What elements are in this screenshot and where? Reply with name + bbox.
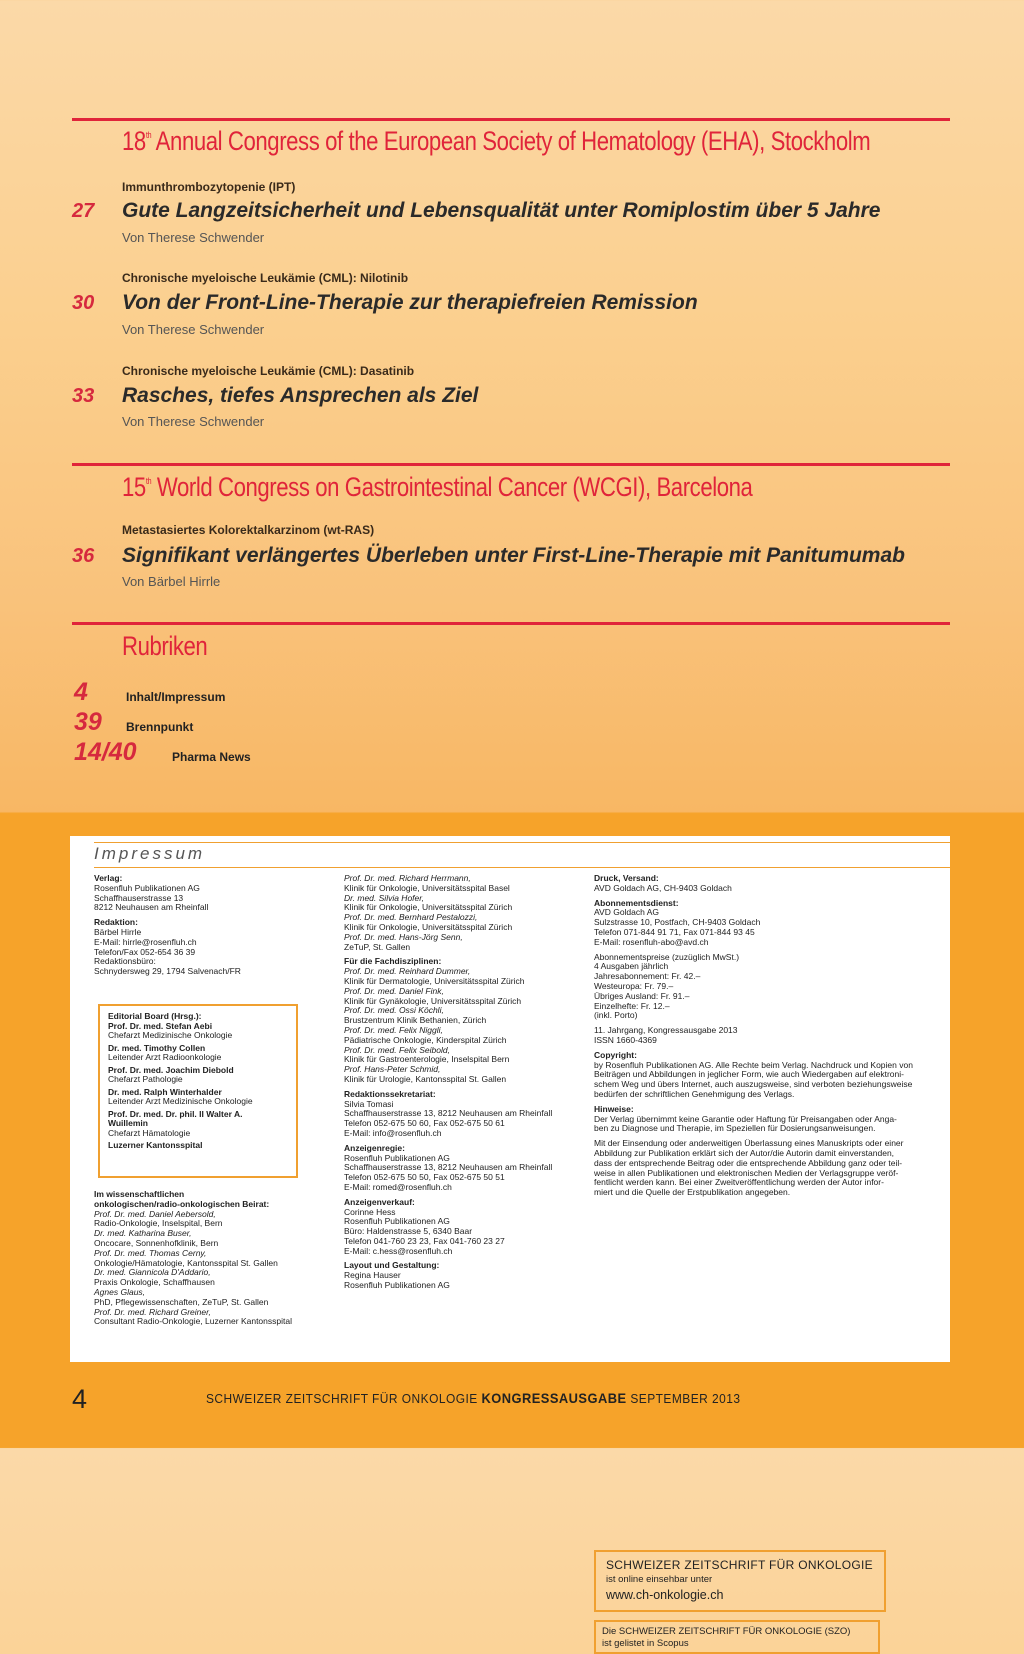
rubrik-page-number[interactable]: 4	[74, 678, 88, 706]
impressum-line: Anzeigenregie:	[344, 1142, 405, 1153]
impressum-line: ISSN 1660-4369	[594, 1034, 657, 1045]
impressum-line: Luzerner Kantonsspital	[108, 1140, 203, 1150]
article-kicker: Metastasiertes Kolorektalkarzinom (wt-RAS)	[122, 523, 375, 537]
page-number: 4	[72, 1384, 88, 1414]
impressum-line: Rosenfluh Publikationen AG	[94, 882, 200, 893]
rubrik-page-number[interactable]: 39	[74, 708, 102, 736]
impressum-line: Rosenfluh Publikationen AG	[344, 1280, 450, 1291]
section-rule	[72, 622, 950, 625]
impressum-line: schem Weg und übers Internet, auch auszugsweise, sind verboten beziehungsweise	[594, 1079, 913, 1090]
impressum-line: Einzelhefte: Fr. 12.–	[594, 1000, 670, 1011]
footer-journal: SCHWEIZER ZEITSCHRIFT FÜR ONKOLOGIE	[206, 1391, 478, 1406]
article-page-number[interactable]: 33	[72, 385, 95, 407]
impressum-line: weise in allen Publikationen und elektronischen Medien der Verlagsgruppe veröf-	[594, 1167, 899, 1178]
rubriken-title: Rubriken	[122, 631, 208, 661]
impressum-column-3	[594, 874, 913, 1198]
impressum-line: Prof. Dr. med. Daniel Fink,	[344, 985, 444, 996]
impressum-line: Sulzstrasse 10, Postfach, CH-9403 Goldach	[594, 917, 761, 928]
impressum-line: Klinik für Dermatologie, Universitätsspital Zürich	[344, 975, 525, 986]
scopus-line: ist gelistet in Scopus	[602, 1638, 689, 1649]
impressum-line: Klinik für Onkologie, Universitätsspital Basel	[344, 882, 510, 893]
impressum-line: E-Mail: rosenfluh-abo@avd.ch	[594, 936, 709, 947]
promo-url-link[interactable]: www.ch-onkologie.ch	[606, 1588, 724, 1602]
impressum-line: E-Mail: hirrle@rosenfluh.ch	[94, 936, 197, 947]
impressum-line: Klinik für Onkologie, Universitätsspital Zürich	[344, 902, 513, 913]
impressum-line: Redaktionsbüro:	[94, 956, 156, 967]
impressum-line: E-Mail: c.hess@rosenfluh.ch	[344, 1245, 453, 1256]
impressum-line: Dr. med. Timothy Collen	[108, 1042, 206, 1053]
impressum-line: Schaffhauserstrasse 13	[94, 892, 184, 903]
impressum-line: Prof. Dr. med. Richard Greiner,	[94, 1306, 211, 1317]
article-author: Von Bärbel Hirrle	[122, 574, 221, 589]
impressum-line: Telefon 052-675 50 60, Fax 052-675 50 61	[344, 1118, 505, 1129]
impressum-line: Chefarzt Pathologie	[108, 1074, 183, 1084]
impressum-line: Verlag:	[94, 873, 123, 883]
impressum-line: Westeuropa: Fr. 79.–	[594, 980, 674, 991]
impressum-line: Oncocare, Sonnenhofklinik, Bern	[94, 1237, 219, 1248]
impressum-line: Chefarzt Medizinische Onkologie	[108, 1030, 233, 1040]
impressum-line: Telefon/Fax 052-654 36 39	[94, 946, 196, 957]
impressum-line: Im wissenschaftlichen	[94, 1189, 185, 1199]
impressum-line: Pädiatrische Onkologie, Kinderspital Zürich	[344, 1034, 507, 1045]
impressum-line: Praxis Onkologie, Schaffhausen	[94, 1277, 215, 1288]
section-rule	[72, 118, 950, 121]
scopus-box	[594, 1620, 880, 1654]
impressum-line: Rosenfluh Publikationen AG	[344, 1152, 450, 1163]
impressum-line: PhD, Pflegewissenschaften, ZeTuP, St. Gallen	[94, 1296, 269, 1307]
impressum-line: Wuillemin	[108, 1118, 148, 1128]
impressum-line: Redaktion:	[94, 917, 138, 928]
impressum-line: miert und die Quelle der Erstpublikation angegeben.	[594, 1187, 791, 1198]
impressum-line: Prof. Dr. med. Richard Herrmann,	[344, 873, 471, 883]
impressum-line: ben zu Diagnose und Therapie, im Speziellen für Dosierungsanweisungen.	[594, 1123, 876, 1134]
rubrik-page-number[interactable]: 14/40	[74, 738, 137, 766]
impressum-line: bedürfen der schriftlichen Genehmigung des Verlags.	[594, 1088, 795, 1099]
impressum-line: Klinik für Urologie, Kantonsspital St. Gallen	[344, 1073, 507, 1084]
article-author: Von Therese Schwender	[122, 230, 265, 245]
impressum-line: Prof. Dr. med. Joachim Diebold	[108, 1064, 234, 1075]
impressum-line: Brustzentrum Klinik Bethanien, Zürich	[344, 1015, 487, 1026]
impressum-line: Übriges Ausland: Fr. 91.–	[594, 990, 690, 1001]
impressum-line: Prof. Dr. med. Felix Seibold,	[344, 1044, 450, 1055]
running-footer	[206, 1390, 740, 1406]
impressum-line: Abbildung zur Publikation erklärt sich der Autor/die Autorin damit einverstanden,	[594, 1147, 895, 1158]
impressum-line: Mit der Einsendung oder anderweitigen Überlassung eines Manuskripts oder einer	[594, 1138, 904, 1149]
section-title: 18th Annual Congress of the European Society of Hematology (EHA), Stockholm	[122, 126, 871, 156]
divider	[94, 867, 950, 868]
divider	[94, 842, 950, 843]
editorial-board-box	[98, 1004, 298, 1178]
online-promo-box	[594, 1550, 886, 1612]
impressum-line: Prof. Dr. med. Stefan Aebi	[108, 1020, 213, 1031]
impressum-line: Radio-Onkologie, Inselspital, Bern	[94, 1218, 223, 1229]
article-author: Von Therese Schwender	[122, 322, 265, 337]
impressum-line: Layout und Gestaltung:	[344, 1260, 440, 1271]
impressum-line: onkologischen/radio-onkologischen Beirat:	[94, 1198, 270, 1209]
impressum-line: Klinik für Gastroenterologie, Inselspital Bern	[344, 1054, 510, 1065]
article-kicker: Chronische myeloische Leukämie (CML): Dasatinib	[122, 364, 415, 378]
impressum-line: fentlicht werden kann. Bei einer Zweitveröffentlichung werden der Autor infor-	[594, 1177, 884, 1188]
impressum-line: Telefon 041-760 23 23, Fax 041-760 23 27	[344, 1235, 505, 1246]
impressum-line: Dr. med. Ralph Winterhalder	[108, 1086, 222, 1097]
article-headline[interactable]: Gute Langzeitsicherheit und Lebensqualität unter Romiplostim über 5 Jahre	[122, 199, 881, 222]
rubrik-label[interactable]: Pharma News	[172, 750, 251, 764]
impressum-line: Prof. Dr. med. Thomas Cerny,	[94, 1247, 207, 1258]
impressum-line: Editorial Board (Hrsg.):	[108, 1011, 202, 1021]
impressum-line: Druck, Versand:	[594, 873, 659, 883]
impressum-line: Dr. med. Giannicola D'Addario,	[94, 1267, 211, 1278]
impressum-line: Jahresabonnement: Fr. 42.–	[594, 971, 701, 982]
impressum-line: Silvia Tomasi	[344, 1098, 394, 1109]
impressum-line: Leitender Arzt Radioonkologie	[108, 1052, 222, 1062]
impressum-line: Corinne Hess	[344, 1206, 396, 1217]
impressum-line: Abonnementsdienst:	[594, 897, 679, 908]
rubrik-label[interactable]: Inhalt/Impressum	[126, 690, 226, 704]
impressum-line: Dr. med. Katharina Buser,	[94, 1228, 192, 1239]
impressum-line: Prof. Dr. med. Reinhard Dummer,	[344, 966, 471, 977]
impressum-line: Agnes Glaus,	[94, 1286, 146, 1297]
impressum-line: Klinik für Gynäkologie, Universitätsspital Zürich	[344, 995, 522, 1006]
impressum-line: Telefon 071-844 91 71, Fax 071-844 93 45	[594, 926, 755, 937]
impressum-line: Telefon 052-675 50 50, Fax 052-675 50 51	[344, 1172, 505, 1183]
article-kicker: Chronische myeloische Leukämie (CML): Nilotinib	[122, 271, 409, 285]
impressum-line: Klinik für Onkologie, Universitätsspital Zürich	[344, 921, 513, 932]
impressum-line: Anzeigenverkauf:	[344, 1196, 415, 1207]
article-page-number[interactable]: 30	[72, 292, 95, 314]
impressum-line: Onkologie/Hämatologie, Kantonsspital St. Gallen	[94, 1257, 278, 1268]
impressum-line: by Rosenfluh Publikationen AG. Alle Rechte beim Verlag. Nachdruck und Kopien von	[594, 1059, 913, 1070]
article-page-number[interactable]: 36	[72, 545, 95, 567]
footer-date: SEPTEMBER 2013	[630, 1391, 741, 1406]
impressum-line: 8212 Neuhausen am Rheinfall	[94, 902, 209, 913]
article-headline[interactable]: Von der Front-Line-Therapie zur therapiefreien Remission	[122, 291, 698, 314]
impressum-line: 11. Jahrgang, Kongressausgabe 2013	[594, 1025, 738, 1036]
article-headline[interactable]: Signifikant verlängertes Überleben unter First-Line-Therapie mit Panitumumab	[122, 544, 905, 567]
impressum-line: Chefarzt Hämatologie	[108, 1127, 191, 1138]
impressum-line: dass der entsprechende Beitrag oder die entsprechende Abbildung ganz oder teil-	[594, 1157, 903, 1168]
impressum-line: Copyright:	[594, 1049, 637, 1060]
article-author: Von Therese Schwender	[122, 414, 265, 429]
article-page-number[interactable]: 27	[72, 200, 95, 222]
impressum-line: Prof. Dr. med. Hans-Jörg Senn,	[344, 931, 463, 942]
impressum-title: Impressum	[94, 844, 206, 863]
impressum-line: Hinweise:	[594, 1103, 634, 1114]
promo-journal: SCHWEIZER ZEITSCHRIFT FÜR ONKOLOGIE	[606, 1558, 873, 1572]
impressum-line: Bärbel Hirrle	[94, 926, 142, 937]
impressum-line: ZeTuP, St. Gallen	[344, 941, 411, 952]
impressum-line: Leitender Arzt Medizinische Onkologie	[108, 1096, 253, 1106]
impressum-line: Prof. Dr. med. Dr. phil. II Walter A.	[108, 1108, 243, 1119]
scopus-line: Die SCHWEIZER ZEITSCHRIFT FÜR ONKOLOGIE (SZO)	[602, 1626, 851, 1637]
impressum-line: AVD Goldach AG	[594, 907, 660, 918]
impressum-line: Schaffhauserstrasse 13, 8212 Neuhausen am Rheinfall	[344, 1162, 553, 1173]
impressum-line: Für die Fachdisziplinen:	[344, 956, 442, 967]
impressum-line: Rosenfluh Publikationen AG	[344, 1216, 450, 1227]
impressum-line: Consultant Radio-Onkologie, Luzerner Kantonsspital	[94, 1316, 292, 1327]
promo-text: ist online einsehbar unter	[606, 1574, 713, 1585]
impressum-line: E-Mail: info@rosenfluh.ch	[344, 1127, 442, 1138]
impressum-line: Abonnementspreise (zuzüglich MwSt.)	[594, 951, 740, 962]
impressum-line: Dr. med. Silvia Hofer,	[344, 892, 424, 903]
impressum-line: AVD Goldach AG, CH-9403 Goldach	[594, 882, 732, 893]
impressum-line: 4 Ausgaben jährlich	[594, 961, 669, 972]
impressum-line: Redaktionssekretariat:	[344, 1088, 436, 1099]
impressum-line: Beiträgen und Abbildungen in jeglicher Form, wie auch Wiedergaben auf elektroni-	[594, 1069, 904, 1080]
section-title: 15th World Congress on Gastrointestinal Cancer (WCGI), Barcelona	[122, 472, 753, 502]
impressum-column-1	[94, 874, 241, 977]
impressum-line: (inkl. Porto)	[594, 1010, 638, 1021]
impressum-line: E-Mail: romed@rosenfluh.ch	[344, 1181, 452, 1192]
impressum-column-1b	[94, 1190, 292, 1327]
impressum-line: Schaffhauserstrasse 13, 8212 Neuhausen am Rheinfall	[344, 1108, 553, 1119]
impressum-line: Prof. Dr. med. Daniel Aebersold,	[94, 1208, 216, 1219]
article-headline[interactable]: Rasches, tiefes Ansprechen als Ziel	[122, 384, 479, 407]
impressum-line: Prof. Hans-Peter Schmid,	[344, 1064, 441, 1075]
section-rule	[72, 463, 950, 466]
impressum-line: Büro: Haldenstrasse 5, 6340 Baar	[344, 1226, 473, 1237]
impressum-line: Regina Hauser	[344, 1270, 401, 1281]
footer-issue: KONGRESSAUSGABE	[481, 1390, 627, 1406]
impressum-line: Der Verlag übernimmt keine Garantie oder Haftung für Preisangaben oder Anga-	[594, 1113, 897, 1124]
impressum-line: Prof. Dr. med. Felix Niggli,	[344, 1024, 443, 1035]
impressum-column-2	[344, 874, 552, 1291]
impressum-line: Schnydersweg 29, 1794 Salvenach/FR	[94, 966, 241, 977]
impressum-line: Prof. Dr. med. Bernhard Pestalozzi,	[344, 912, 478, 923]
article-kicker: Immunthrombozytopenie (IPT)	[122, 180, 296, 194]
rubrik-label[interactable]: Brennpunkt	[126, 720, 194, 734]
impressum-line: Prof. Dr. med. Ossi Köchli,	[344, 1005, 444, 1016]
